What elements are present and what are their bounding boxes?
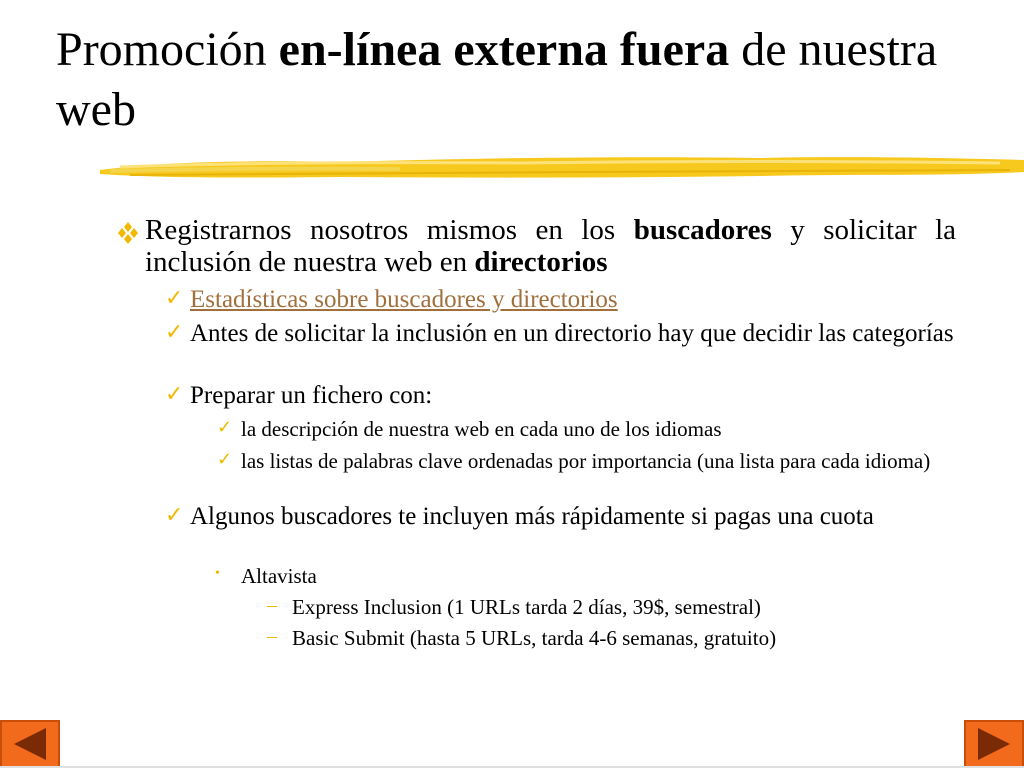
sub-item-categories: Antes de solicitar la inclusión en un directorio hay que decidir las categorías — [190, 320, 954, 347]
altavista-express-inclusion: Express Inclusion (1 URLs tarda 2 días, 39$, semestral) — [292, 595, 761, 619]
dot-bullet-icon: • — [215, 566, 220, 581]
main-text-b: y solicitar la inclusión de nuestra web en — [145, 214, 956, 278]
diamond-bullet-icon — [115, 220, 141, 246]
title-part2: de nuestra web — [56, 23, 938, 136]
check-icon: ✓ — [217, 449, 233, 470]
previous-slide-button[interactable] — [0, 720, 60, 768]
check-icon: ✓ — [165, 382, 184, 407]
statistics-link[interactable]: Estadísticas sobre buscadores y directorios — [190, 286, 618, 313]
main-bold-buscadores: buscadores — [633, 214, 772, 246]
altavista-basic-submit: Basic Submit (hasta 5 URLs, tarda 4-6 semanas, gratuito) — [292, 626, 777, 650]
sub-sub-item-altavista: Altavista — [241, 564, 317, 588]
slide-title — [56, 20, 986, 140]
main-text-a: Registrarnos nosotros mismos en los — [145, 214, 634, 246]
main-bold-directorios: directorios — [474, 246, 608, 278]
check-icon: ✓ — [165, 320, 184, 345]
check-icon: ✓ — [165, 503, 184, 528]
right-arrow-icon — [964, 720, 1024, 768]
sub-sub-item-keywords: las listas de palabras clave ordenadas por importancia (una lista para cada idioma) — [241, 449, 931, 473]
sub-item-statistics — [190, 286, 956, 314]
brush-stroke-divider — [100, 150, 1024, 186]
next-slide-button[interactable] — [964, 720, 1024, 768]
sub-item-paid-inclusion: Algunos buscadores te incluyen más rápidamente si pagas una cuota — [190, 503, 874, 530]
title-bold: en-línea externa fuera — [278, 23, 730, 76]
check-icon: ✓ — [165, 286, 184, 311]
title-part1: Promoción — [56, 23, 279, 76]
sub-sub-item-description: la descripción de nuestra web en cada uno de los idiomas — [241, 417, 722, 441]
dash-bullet-icon: – — [267, 594, 277, 616]
main-bullet-text — [145, 214, 956, 278]
dash-bullet-icon: – — [267, 625, 277, 647]
check-icon: ✓ — [217, 417, 233, 438]
sub-item-prepare-file: Preparar un fichero con: — [190, 382, 433, 409]
left-arrow-icon — [0, 720, 60, 768]
